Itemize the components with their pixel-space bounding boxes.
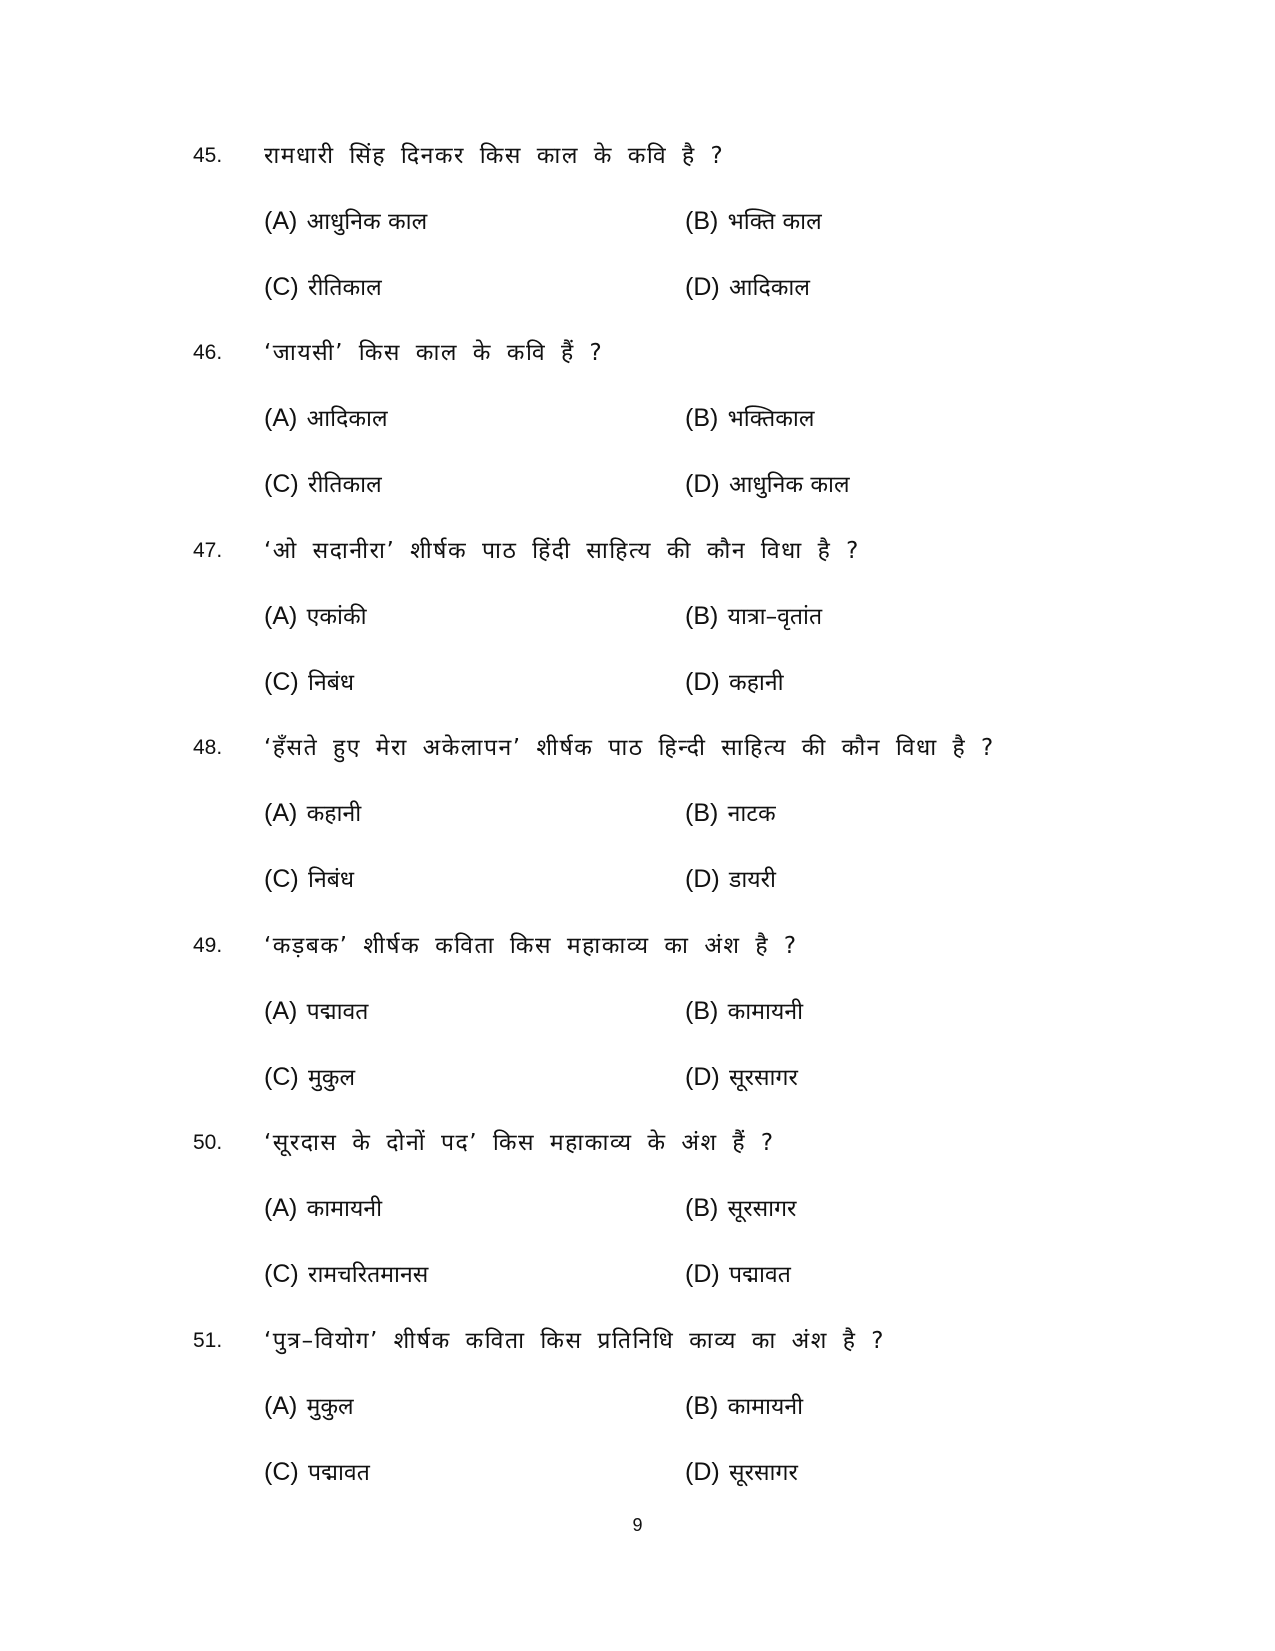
option-label: (C) (264, 470, 299, 498)
option-a (264, 1191, 382, 1223)
option-label: (B) (685, 1194, 719, 1222)
option-text: आधुनिक काल (306, 209, 428, 235)
option-b (685, 204, 822, 236)
option-label: (C) (264, 1458, 299, 1486)
question-number: 50. (193, 1131, 223, 1154)
question-number: 46. (193, 341, 223, 364)
option-label: (A) (264, 799, 298, 827)
option-c (264, 270, 382, 302)
option-label: (A) (264, 602, 298, 630)
option-label: (D) (685, 1063, 720, 1091)
option-d (685, 1060, 798, 1092)
option-c (264, 665, 354, 697)
option-label: (B) (685, 1392, 719, 1420)
option-text: आधुनिक काल (729, 472, 850, 498)
option-d (685, 1455, 798, 1487)
option-b (685, 796, 776, 828)
option-text: कहानी (729, 670, 784, 696)
option-text: सूरसागर (729, 1460, 798, 1486)
option-label: (D) (685, 470, 720, 498)
question-text: रामधारी सिंह दिनकर किस काल के कवि है ? (264, 143, 725, 169)
option-d (685, 1257, 791, 1289)
question-text: ‘जायसी’ किस काल के कवि हैं ? (264, 340, 604, 366)
option-label: (A) (264, 997, 298, 1025)
question-text: ‘ओ सदानीरा’ शीर्षक पाठ हिंदी साहित्य की कौन विधा है ? (264, 538, 860, 564)
option-d (685, 665, 784, 697)
option-text: निबंध (308, 670, 355, 696)
option-label: (C) (264, 1063, 299, 1091)
option-a (264, 994, 368, 1026)
option-text: पद्मावत (729, 1262, 791, 1288)
option-text: डायरी (729, 867, 776, 893)
option-text: कामायनी (306, 1196, 383, 1222)
option-text: रीतिकाल (308, 275, 382, 301)
option-a (264, 1389, 354, 1421)
option-label: (B) (685, 997, 719, 1025)
option-d (685, 270, 810, 302)
option-label: (D) (685, 273, 720, 301)
question-text: ‘पुत्र–वियोग’ शीर्षक कविता किस प्रतिनिधि काव्य का अंश है ? (264, 1328, 885, 1354)
option-label: (B) (685, 404, 719, 432)
option-label: (C) (264, 668, 299, 696)
option-label: (C) (264, 273, 299, 301)
option-d (685, 467, 850, 499)
option-label: (A) (264, 1392, 298, 1420)
question-number: 45. (193, 144, 223, 167)
option-label: (C) (264, 865, 299, 893)
option-text: मुकुल (308, 1065, 356, 1091)
option-text: पद्मावत (308, 1460, 370, 1486)
option-text: भक्तिकाल (727, 406, 815, 432)
option-a (264, 204, 427, 236)
question-number: 49. (193, 934, 223, 957)
option-text: आदिकाल (306, 406, 388, 432)
question-text: ‘हँसते हुए मेरा अकेलापन’ शीर्षक पाठ हिन्दी साहित्य की कौन विधा है ? (264, 735, 995, 761)
question-text: ‘कड़बक’ शीर्षक कविता किस महाकाव्य का अंश है ? (264, 933, 798, 959)
option-text: एकांकी (306, 604, 367, 630)
option-a (264, 401, 388, 433)
option-b (685, 599, 822, 631)
option-label: (A) (264, 404, 298, 432)
option-text: सूरसागर (729, 1065, 798, 1091)
option-b (685, 1389, 803, 1421)
option-label: (D) (685, 1458, 720, 1486)
option-a (264, 796, 361, 828)
question-number: 48. (193, 736, 223, 759)
option-label: (A) (264, 207, 298, 235)
option-text: आदिकाल (729, 275, 810, 301)
option-c (264, 862, 354, 894)
option-b (685, 1191, 796, 1223)
option-text: निबंध (308, 867, 355, 893)
option-text: कामायनी (727, 999, 804, 1025)
option-text: भक्ति काल (727, 209, 822, 235)
option-text: मुकुल (306, 1394, 354, 1420)
option-b (685, 401, 814, 433)
option-text: यात्रा–वृतांत (727, 604, 823, 630)
option-d (685, 862, 776, 894)
option-c (264, 1060, 355, 1092)
option-text: कामायनी (727, 1394, 804, 1420)
option-label: (A) (264, 1194, 298, 1222)
option-label: (D) (685, 865, 720, 893)
option-c (264, 1257, 428, 1289)
option-c (264, 467, 382, 499)
page-number: 9 (632, 1515, 643, 1535)
option-label: (D) (685, 1260, 720, 1288)
option-label: (B) (685, 602, 719, 630)
option-label: (B) (685, 799, 719, 827)
question-number: 47. (193, 539, 223, 562)
option-a (264, 599, 367, 631)
question-text: ‘सूरदास के दोनों पद’ किस महाकाव्य के अंश हैं ? (264, 1130, 775, 1156)
option-label: (B) (685, 207, 719, 235)
option-text: पद्मावत (306, 999, 369, 1025)
option-text: कहानी (306, 801, 362, 827)
option-text: रामचरितमानस (308, 1262, 429, 1288)
option-text: रीतिकाल (308, 472, 382, 498)
option-label: (D) (685, 668, 720, 696)
option-b (685, 994, 803, 1026)
option-c (264, 1455, 370, 1487)
question-number: 51. (193, 1329, 223, 1352)
option-label: (C) (264, 1260, 299, 1288)
option-text: नाटक (727, 801, 776, 827)
option-text: सूरसागर (727, 1196, 797, 1222)
